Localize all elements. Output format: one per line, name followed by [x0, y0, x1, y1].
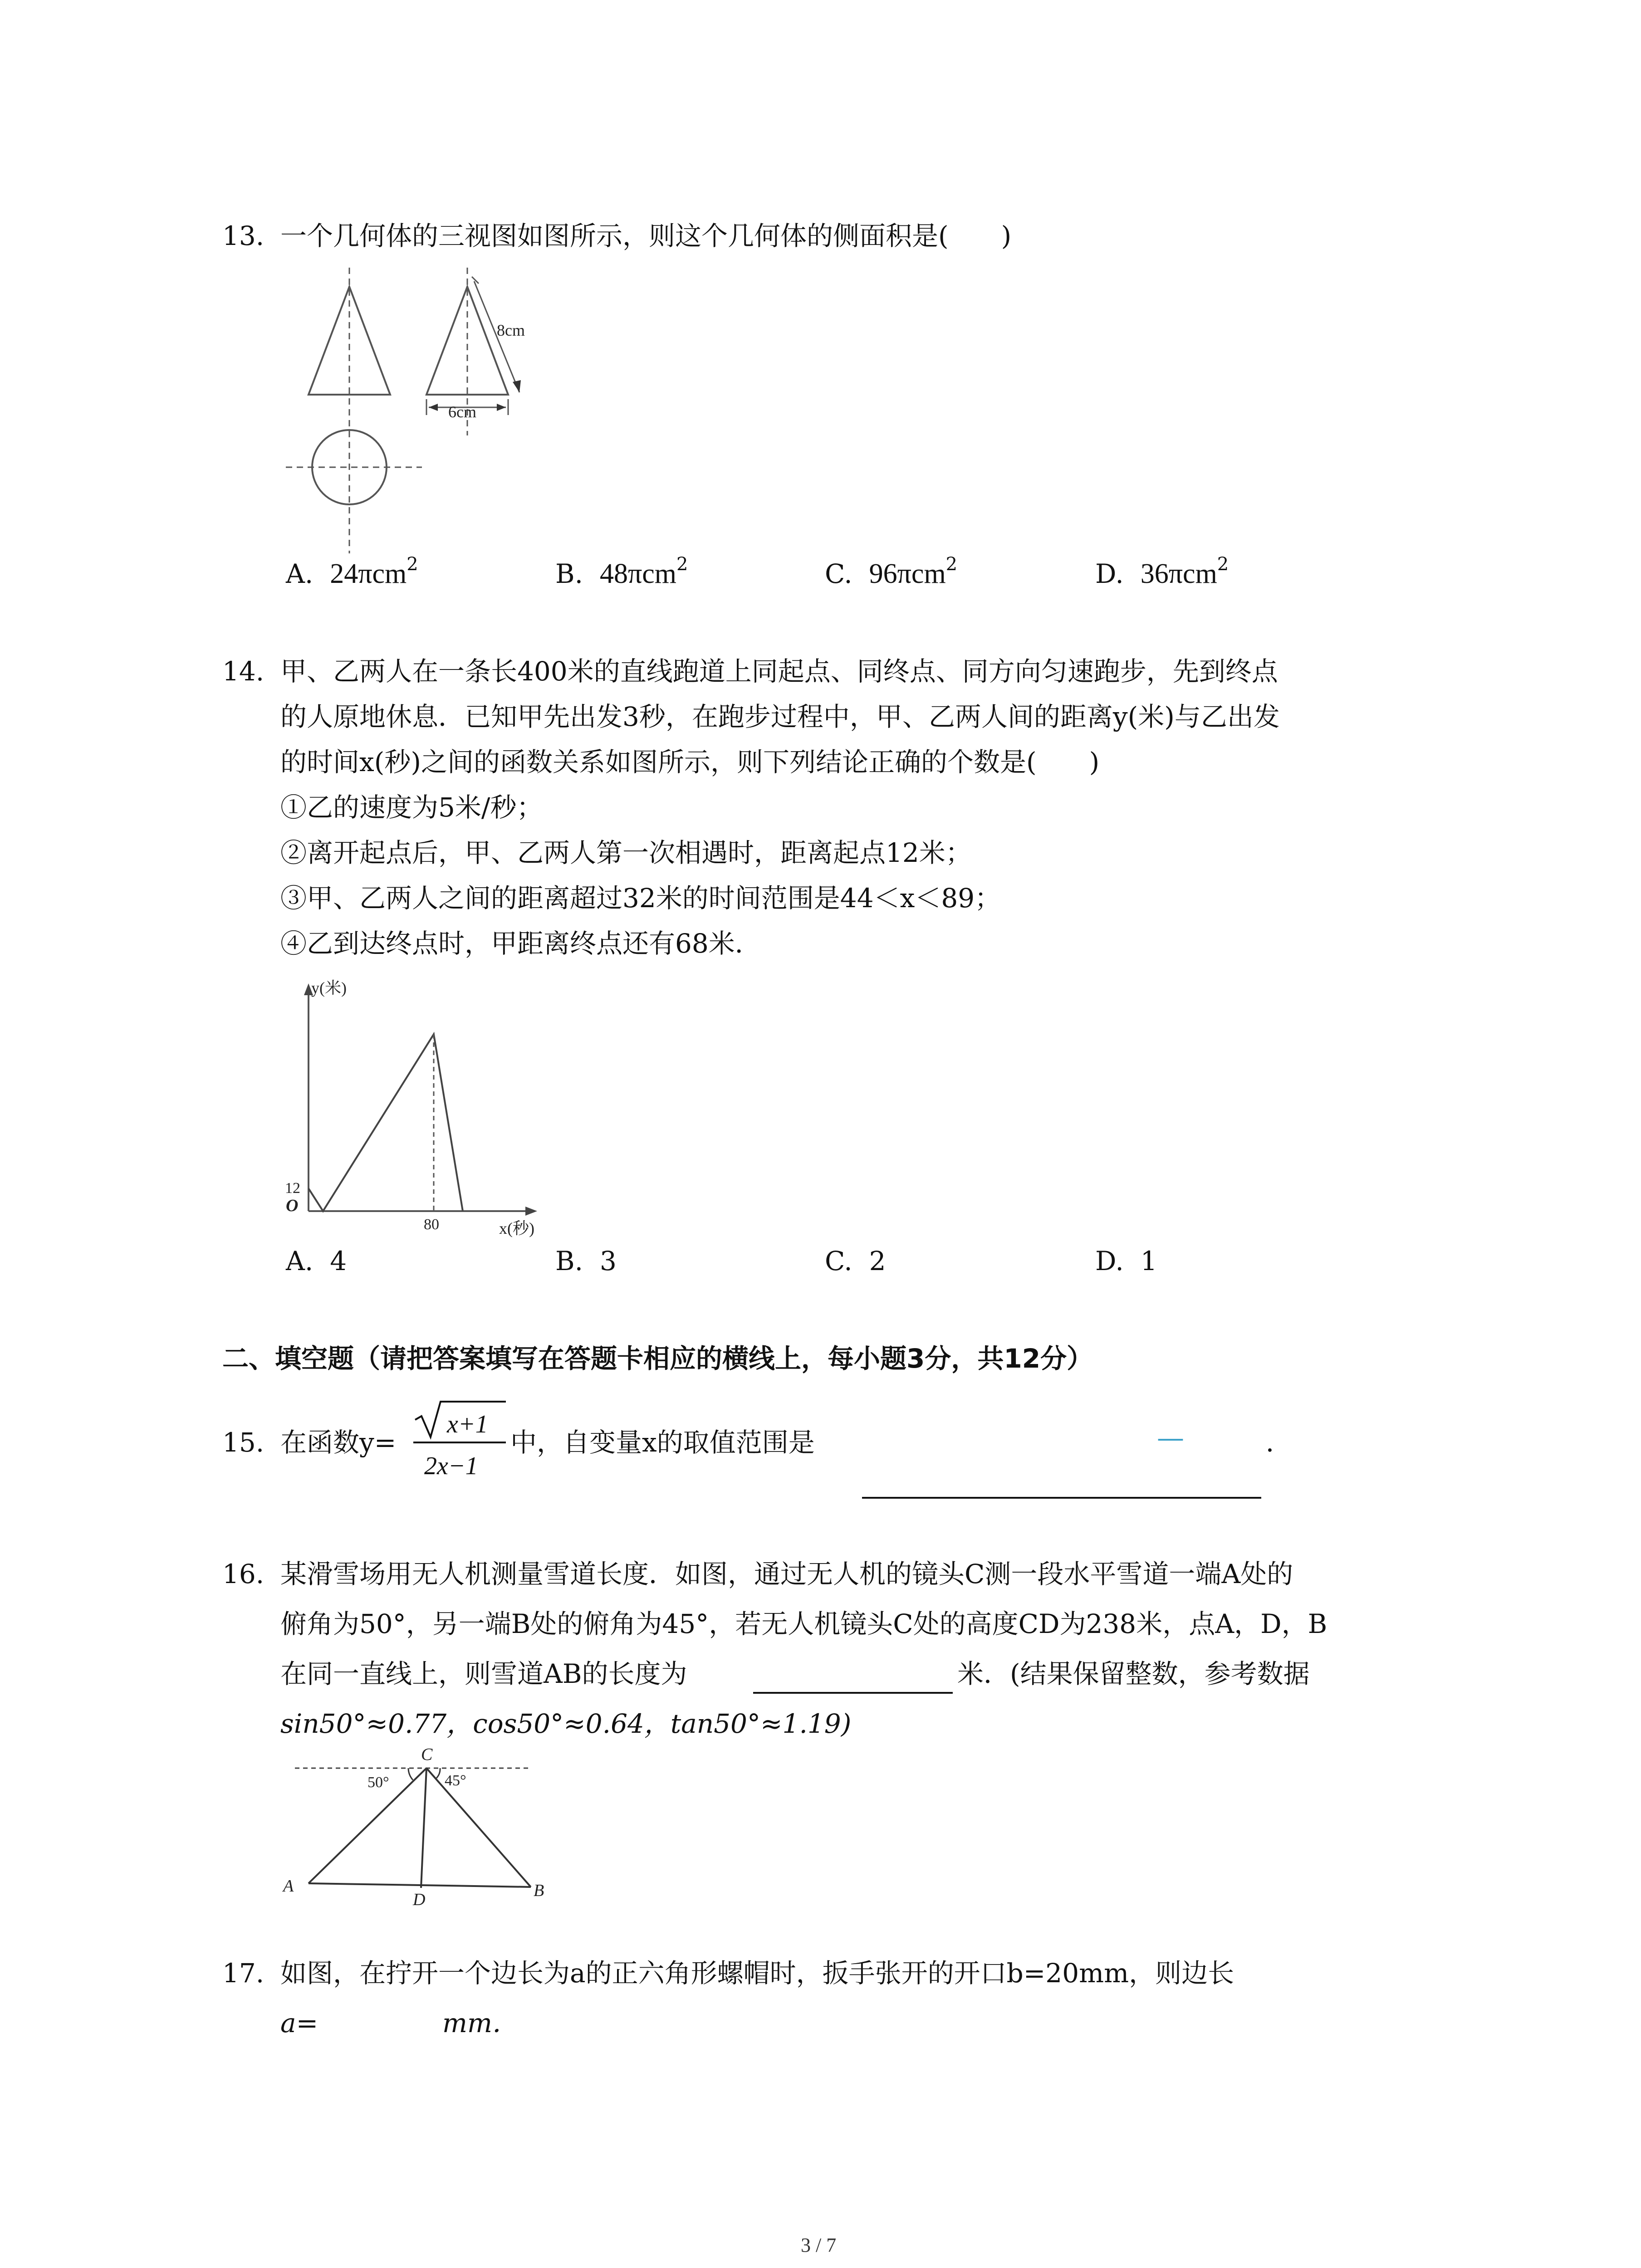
- q13-slant-label: 8cm: [497, 321, 525, 339]
- q13-three-view-figure: [272, 263, 554, 553]
- angle-50: 50°: [367, 1774, 389, 1791]
- q14-number: 14.: [222, 656, 265, 687]
- q14-statement-3: ③甲、乙两人之间的距离超过32米的时间范围是44＜x＜89；: [280, 883, 1001, 914]
- q17-number: 17.: [222, 1958, 265, 1989]
- x-axis-label: x(秒): [499, 1219, 534, 1237]
- q15-denominator: 2x−1: [424, 1452, 478, 1480]
- q15-answer-mark: —: [1157, 1422, 1184, 1454]
- q16-line-3a: 在同一直线上，则雪道AB的长度为: [280, 1658, 687, 1689]
- q14-statement-4: ④乙到达终点时，甲距离终点还有68米．: [280, 928, 761, 959]
- q14-option-d[interactable]: D. 1: [1095, 1246, 1157, 1276]
- q14-line-2: 的人原地休息．已知甲先出发3秒，在跑步过程中，甲、乙两人间的距离y(米)与乙出发: [280, 701, 1280, 732]
- q13-number: 13.: [222, 220, 265, 251]
- q15-prefix: 在函数y=: [280, 1427, 397, 1458]
- q13-option-d[interactable]: D. 36πcm$^2$: [1095, 554, 1229, 589]
- q13-option-b[interactable]: B. 48πcm$^2$: [555, 554, 688, 589]
- distance-line: [309, 1034, 463, 1211]
- q17-line-2a: a=: [280, 2008, 318, 2038]
- q17-line-2b: mm．: [442, 2008, 519, 2038]
- line-CD: [421, 1768, 426, 1888]
- q15-answer-blank[interactable]: [862, 1497, 1261, 1499]
- q15-end: ．: [1266, 1427, 1293, 1458]
- q16-line-3b: 米．(结果保留整数，参考数据: [957, 1658, 1310, 1689]
- y-axis-label: y(米): [311, 979, 347, 997]
- point-B: B: [534, 1881, 544, 1900]
- q14-line-1: 甲、乙两人在一条长400米的直线跑道上同起点、同终点、同方向匀速跑步，先到终点: [280, 656, 1278, 687]
- point-D: D: [413, 1890, 426, 1909]
- q14-statement-1: ①乙的速度为5米/秒；: [280, 792, 543, 823]
- q16-answer-blank[interactable]: [753, 1692, 953, 1694]
- point-C: C: [421, 1745, 433, 1764]
- q14-option-c[interactable]: C. 2: [825, 1246, 886, 1276]
- line-AB: [309, 1883, 531, 1887]
- q14-distance-time-graph: [272, 975, 572, 1247]
- q15-suffix: 中，自变量x的取值范围是: [510, 1427, 815, 1458]
- q14-line-3: 的时间x(秒)之间的函数关系如图所示，则下列结论正确的个数是( ): [280, 747, 1100, 777]
- q16-line-2: 俯角为50°，另一端B处的俯角为45°，若无人机镜头C处的高度CD为238米，点A，D，B: [280, 1608, 1327, 1639]
- line-CB: [426, 1768, 531, 1887]
- section-2-heading: 二、填空题（请把答案填写在答题卡相应的横线上，每小题3分，共12分）: [222, 1343, 1093, 1374]
- q15-fraction: [411, 1397, 515, 1483]
- page-number: 3 / 7: [801, 2234, 837, 2256]
- q13-option-c[interactable]: C. 96πcm$^2$: [825, 554, 958, 589]
- q16-line-4: sin50°≈0.77，cos50°≈0.64，tan50°≈1.19): [280, 1708, 852, 1739]
- q16-number: 16.: [222, 1559, 265, 1589]
- q14-option-b[interactable]: B. 3: [555, 1246, 617, 1276]
- q16-drone-figure: [277, 1742, 549, 1910]
- q17-line-1: 如图，在拧开一个边长为a的正六角形螺帽时，扳手张开的开口b=20mm，则边长: [280, 1958, 1234, 1989]
- q15-numerator: x+1: [447, 1410, 488, 1438]
- q16-line-1: 某滑雪场用无人机测量雪道长度．如图，通过无人机的镜头C测一段水平雪道一端A处的: [280, 1559, 1293, 1589]
- q13-base-label: 6cm: [448, 403, 476, 421]
- x-tick-80: 80: [424, 1216, 439, 1233]
- q14-statement-2: ②离开起点后，甲、乙两人第一次相遇时，距离起点12米；: [280, 837, 972, 868]
- y-tick-12: 12: [285, 1180, 300, 1197]
- q14-option-a[interactable]: A. 4: [286, 1246, 347, 1276]
- angle-45: 45°: [445, 1772, 466, 1789]
- q13-option-a[interactable]: A. 24πcm$^2$: [286, 554, 418, 589]
- q15-number: 15.: [222, 1427, 265, 1458]
- q13-stem: 一个几何体的三视图如图所示，则这个几何体的侧面积是( ): [280, 220, 1012, 251]
- origin-label: O: [286, 1196, 299, 1215]
- point-A: A: [283, 1877, 294, 1896]
